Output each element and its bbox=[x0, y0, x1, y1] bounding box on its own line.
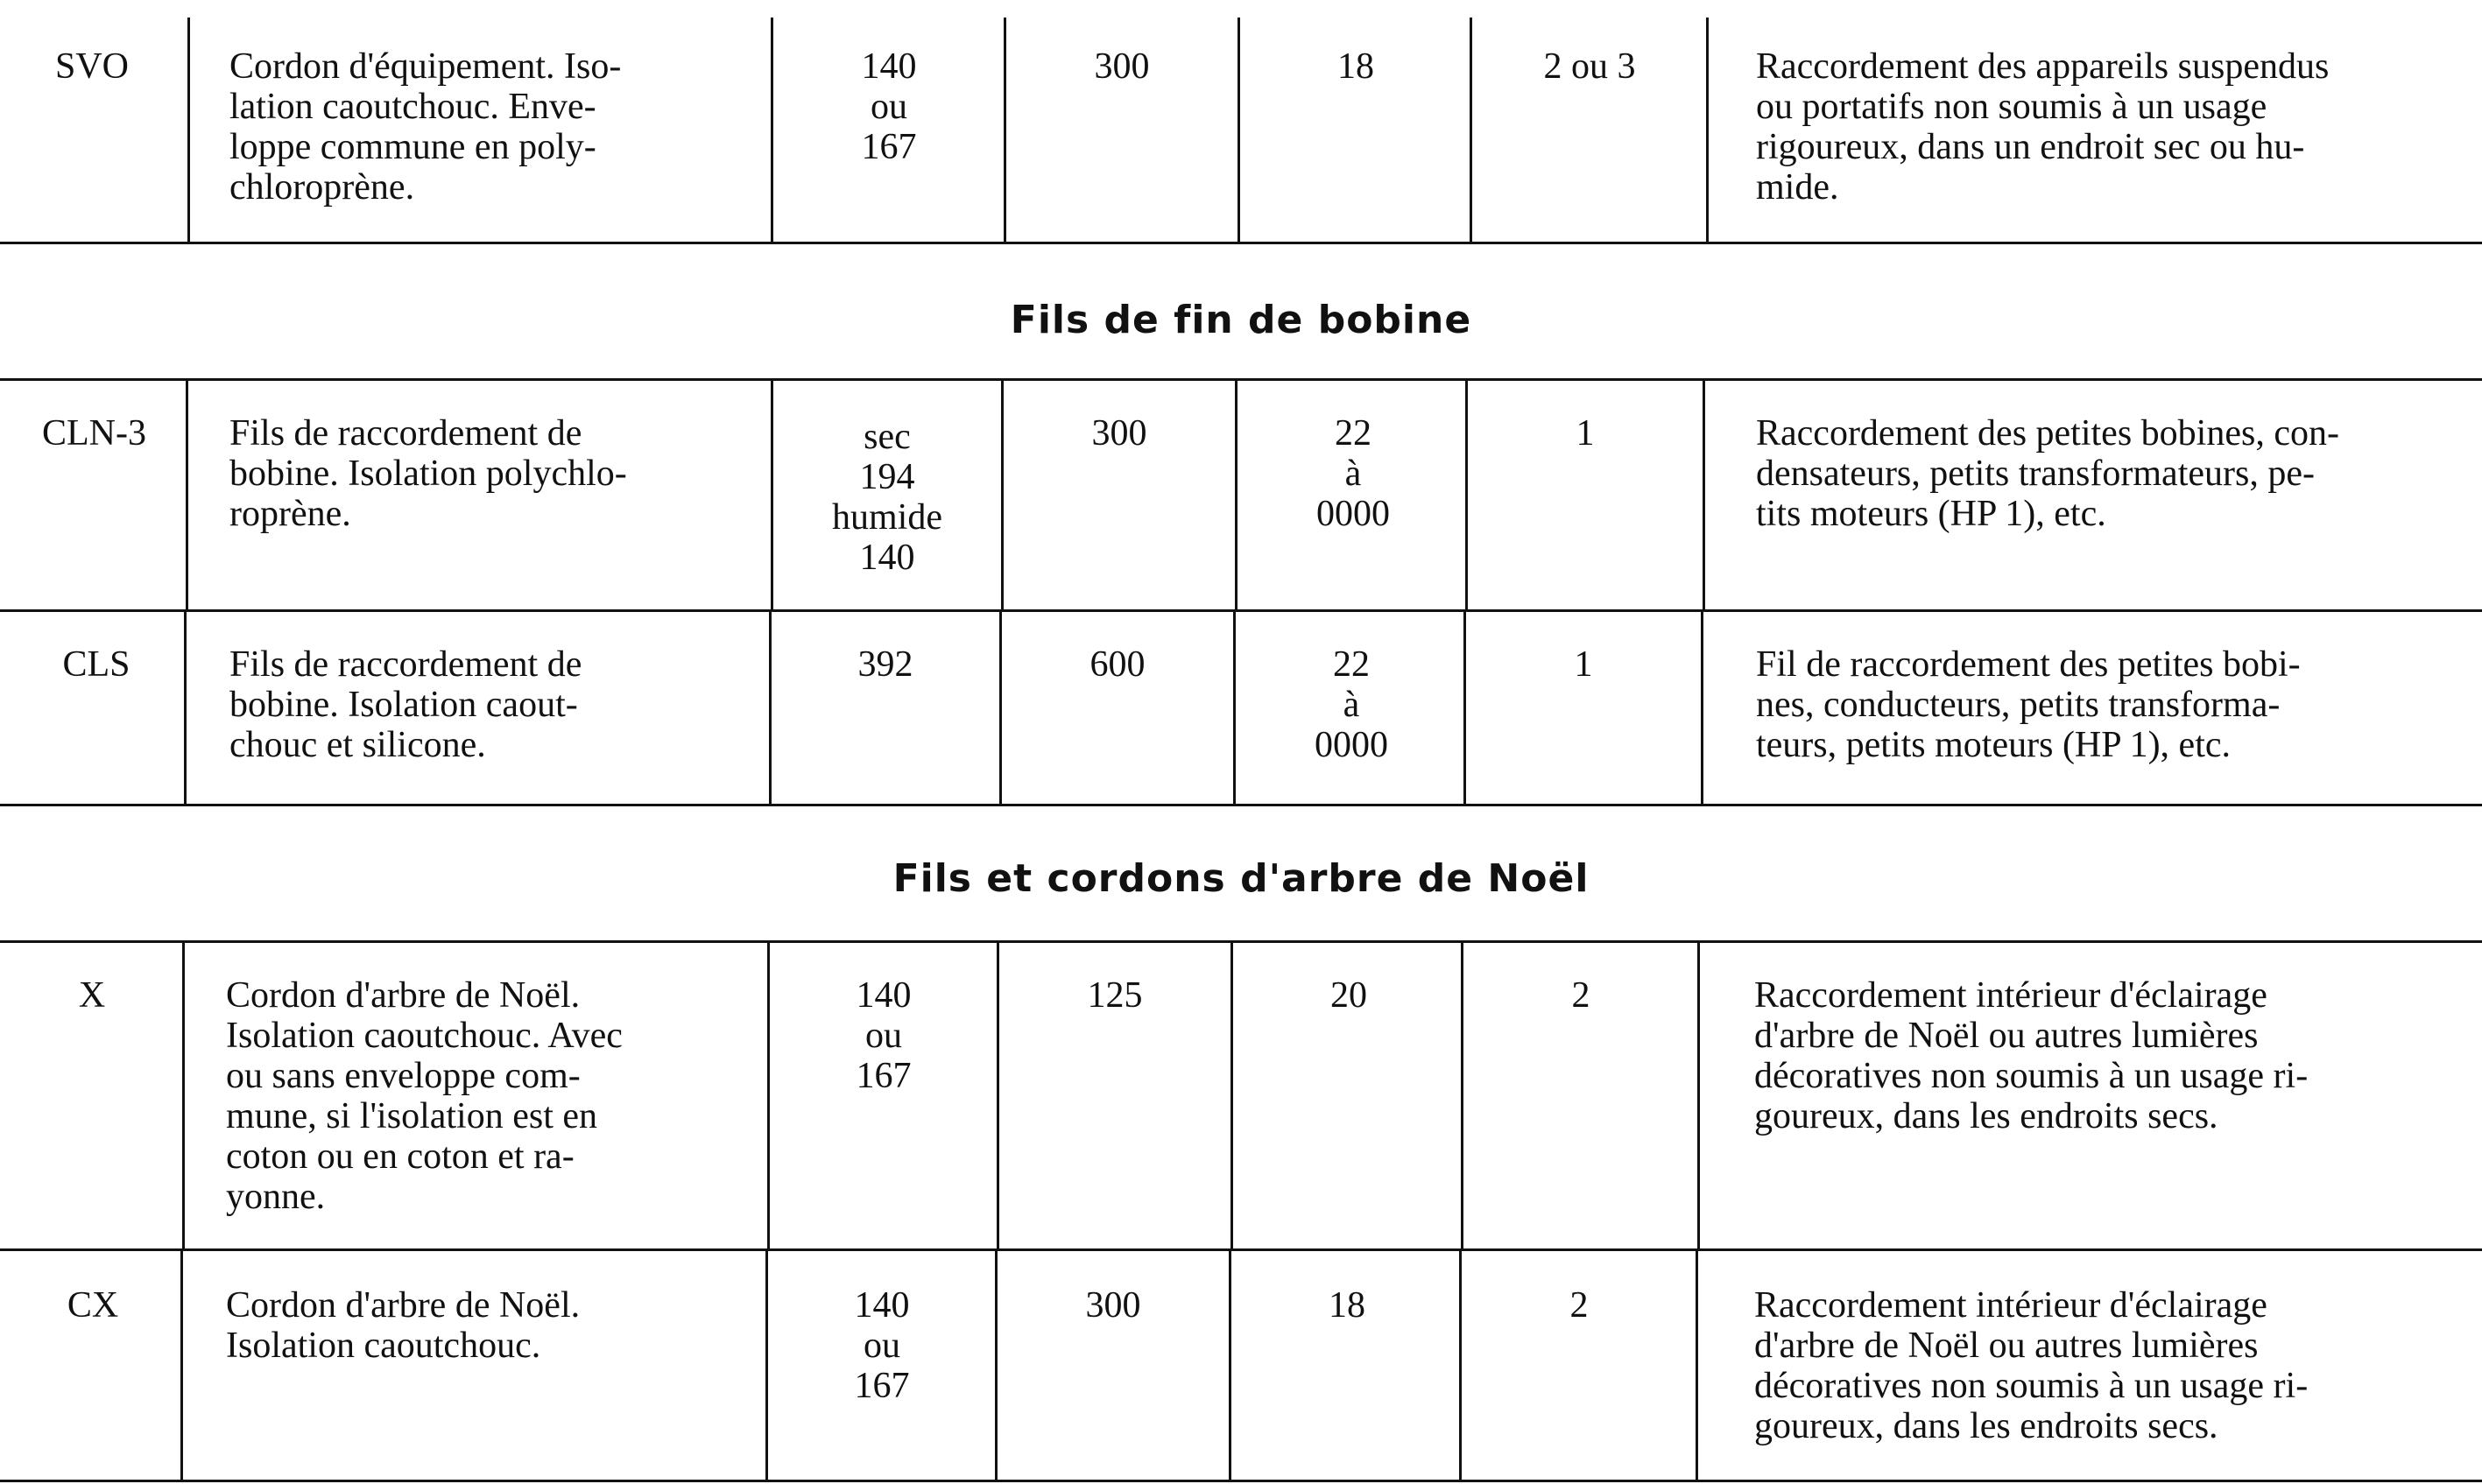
cable-code: CLN-3 bbox=[42, 413, 146, 454]
column-divider bbox=[769, 611, 772, 805]
table-row-cx bbox=[0, 1250, 2482, 1483]
column-divider bbox=[1459, 1250, 1462, 1481]
column-divider bbox=[1465, 380, 1468, 611]
cable-voltage: 125 bbox=[1087, 975, 1143, 1016]
column-divider bbox=[1701, 611, 1703, 805]
column-divider bbox=[1470, 18, 1472, 243]
cable-usage: Raccordement intérieur d'éclairage d'arbre de Noël ou autres lumières décoratives non soumis à un usage ri- goureux, dans les endroits secs. bbox=[1754, 975, 2309, 1136]
table-row-cln3 bbox=[0, 380, 2482, 611]
cable-conductors: 1 bbox=[1576, 413, 1595, 454]
column-divider bbox=[186, 380, 188, 611]
column-divider bbox=[1463, 611, 1466, 805]
table-row-svo bbox=[0, 18, 2482, 243]
column-divider bbox=[1235, 380, 1237, 611]
column-divider bbox=[1233, 611, 1236, 805]
row-separator bbox=[0, 242, 2482, 244]
cable-usage: Raccordement des petites bobines, con- densateurs, petits transformateurs, pe- tits moteurs (HP 1), etc. bbox=[1756, 413, 2339, 534]
cable-voltage: 300 bbox=[1085, 1285, 1141, 1326]
column-divider bbox=[1706, 18, 1709, 243]
table-row-x bbox=[0, 942, 2482, 1250]
cable-code: SVO bbox=[54, 46, 130, 87]
section-title-christmas-cords: Fils et cordons d'arbre de Noël bbox=[892, 856, 1590, 901]
row-separator bbox=[0, 1480, 2482, 1482]
column-divider bbox=[1237, 18, 1240, 243]
column-divider bbox=[1001, 380, 1004, 611]
cable-temperature: 392 bbox=[857, 644, 913, 685]
cable-gauge: 18 bbox=[1337, 46, 1374, 87]
column-divider bbox=[765, 1250, 768, 1481]
column-divider bbox=[995, 1250, 998, 1481]
cable-gauge: 20 bbox=[1330, 975, 1367, 1016]
column-divider bbox=[1703, 380, 1705, 611]
cable-conductors: 2 ou 3 bbox=[1543, 46, 1636, 87]
column-divider bbox=[1004, 18, 1006, 243]
cable-description: Fils de raccordement de bobine. Isolation polychlo- roprène. bbox=[229, 413, 627, 534]
column-divider bbox=[771, 18, 773, 243]
column-divider bbox=[1230, 942, 1233, 1250]
column-divider bbox=[997, 942, 999, 1250]
table-row-cls bbox=[0, 611, 2482, 805]
cable-description: Cordon d'équipement. Iso- lation caoutchouc. Enve- loppe commune en poly- chloroprène. bbox=[229, 46, 622, 207]
cable-temperature: 140 ou 167 bbox=[856, 975, 912, 1096]
column-divider bbox=[187, 18, 190, 243]
cable-description: Cordon d'arbre de Noël. Isolation caoutchouc. bbox=[226, 1285, 581, 1366]
column-divider bbox=[180, 1250, 183, 1481]
column-divider bbox=[184, 611, 187, 805]
cable-voltage: 300 bbox=[1094, 46, 1150, 87]
section-title-coil-leads: Fils de fin de bobine bbox=[1010, 298, 1472, 342]
cable-temperature: 140 ou 167 bbox=[861, 46, 917, 167]
column-divider bbox=[182, 942, 185, 1250]
cable-description: Cordon d'arbre de Noël. Isolation caoutchouc. Avec ou sans enveloppe com- mune, si l'isolation est en coton ou en coton et ra- yonne. bbox=[226, 975, 623, 1217]
cable-description: Fils de raccordement de bobine. Isolation caout- chouc et silicone. bbox=[229, 644, 582, 765]
cable-code: CLS bbox=[62, 644, 130, 685]
cable-usage: Raccordement intérieur d'éclairage d'arbre de Noël ou autres lumières décoratives non soumis à un usage ri- goureux, dans les endroits secs. bbox=[1754, 1285, 2309, 1446]
cable-temperature: 140 ou 167 bbox=[854, 1285, 910, 1406]
column-divider bbox=[771, 380, 773, 611]
cable-code: X bbox=[78, 975, 106, 1016]
cable-gauge: 22 à 0000 bbox=[1316, 413, 1390, 534]
cable-conductors: 2 bbox=[1571, 975, 1590, 1016]
column-divider bbox=[1697, 942, 1700, 1250]
cable-conductors: 1 bbox=[1574, 644, 1593, 685]
column-divider bbox=[1461, 942, 1463, 1250]
cable-code: CX bbox=[67, 1285, 119, 1326]
cable-gauge: 22 à 0000 bbox=[1315, 644, 1388, 765]
column-divider bbox=[1229, 1250, 1231, 1481]
cable-conductors: 2 bbox=[1569, 1285, 1589, 1326]
cable-voltage: 600 bbox=[1089, 644, 1146, 685]
column-divider bbox=[1696, 1250, 1698, 1481]
column-divider bbox=[999, 611, 1002, 805]
row-separator bbox=[0, 804, 2482, 806]
cable-usage: Raccordement des appareils suspendus ou portatifs non soumis à un usage rigoureux, dans un endroit sec ou hu- mide. bbox=[1756, 46, 2330, 207]
cable-gauge: 18 bbox=[1329, 1285, 1365, 1326]
cable-temperature: sec 194 humide 140 bbox=[832, 417, 942, 578]
cable-usage: Fil de raccordement des petites bobi- nes, conducteurs, petits transforma- teurs, petits moteurs (HP 1), etc. bbox=[1756, 644, 2301, 765]
cable-voltage: 300 bbox=[1091, 413, 1147, 454]
column-divider bbox=[767, 942, 770, 1250]
